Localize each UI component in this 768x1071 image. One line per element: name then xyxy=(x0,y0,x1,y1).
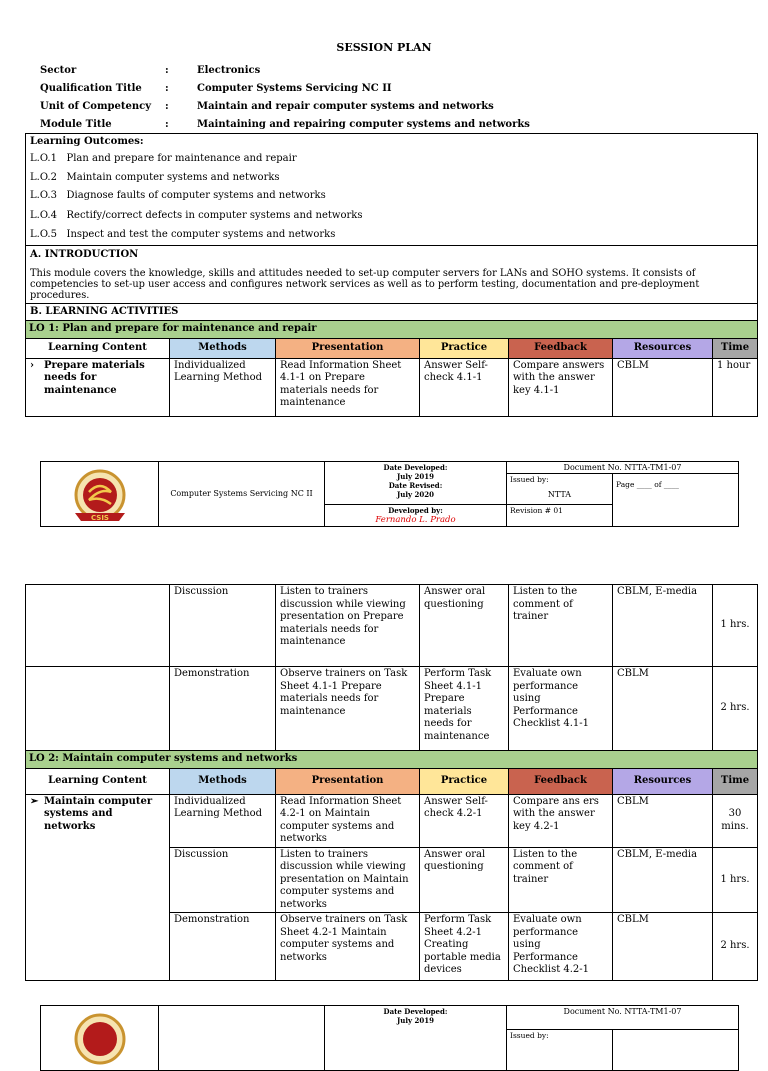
col-practice: Practice xyxy=(420,768,509,794)
presentation-cell: Listen to trainers discussion while viewing presentation on Prepare materials needs for maintenance xyxy=(276,585,420,667)
footer-page: Page ____ of ____ xyxy=(613,474,739,527)
learning-content-text: Maintain computer systems and networks xyxy=(44,795,153,832)
method-cell: Discussion xyxy=(170,847,276,913)
resources-cell: CBLM xyxy=(613,667,713,751)
date-revised-value: July 2020 xyxy=(396,490,435,499)
col-methods: Methods xyxy=(170,338,276,358)
page-footer xyxy=(40,461,739,527)
feedback-cell: Evaluate own performance using Performance Checklist 4.2-1 xyxy=(509,913,613,981)
feedback-cell: Evaluate own performance using Performance Checklist 4.1-1 xyxy=(509,667,613,751)
meta-value: Maintain and repair computer systems and networks xyxy=(197,101,494,112)
learning-content-cell xyxy=(26,794,170,981)
session-table-page-1 xyxy=(25,133,758,417)
method-cell: Discussion xyxy=(170,585,276,667)
resources-cell: CBLM xyxy=(613,913,713,981)
meta-value: Electronics xyxy=(197,65,261,76)
developed-by-label: Developed by: xyxy=(388,506,443,515)
col-feedback: Feedback xyxy=(509,338,613,358)
col-practice: Practice xyxy=(420,338,509,358)
issued-by-label: Issued by: xyxy=(510,475,549,484)
outcome-item: L.O.4 Rectify/correct defects in computer systems and networks xyxy=(30,209,363,221)
footer-qualification-empty xyxy=(159,1006,325,1071)
meta-value: Maintaining and repairing computer systems and networks xyxy=(197,119,530,130)
date-developed-value: July 2019 xyxy=(396,472,435,481)
col-presentation: Presentation xyxy=(276,768,420,794)
time-cell: 30 mins. xyxy=(713,794,758,847)
page-footer-2 xyxy=(40,1005,739,1071)
footer-issued xyxy=(507,474,613,505)
resources-cell: CBLM xyxy=(613,358,713,416)
introduction-heading: A. INTRODUCTION xyxy=(30,249,139,260)
outcome-item: L.O.3 Diagnose faults of computer systems and networks xyxy=(30,190,326,201)
practice-cell: Answer Self-check 4.2-1 xyxy=(420,794,509,847)
time-cell: 1 hrs. xyxy=(713,847,758,913)
footer-developer xyxy=(325,505,507,527)
school-seal-icon xyxy=(69,466,131,526)
method-cell: Individualized Learning Method xyxy=(170,794,276,847)
footer-logo-cell xyxy=(41,1006,159,1071)
footer-logo-cell xyxy=(41,462,159,527)
outcome-item: L.O.2 Maintain computer systems and networks xyxy=(30,171,280,183)
resources-cell: CBLM, E-media xyxy=(613,847,713,913)
method-cell: Demonstration xyxy=(170,667,276,751)
time-cell: 2 hrs. xyxy=(713,913,758,981)
col-presentation: Presentation xyxy=(276,338,420,358)
page-footer-2-clip xyxy=(0,1005,768,1041)
meta-label: Sector xyxy=(40,65,77,76)
feedback-cell: Listen to the comment of trainer xyxy=(509,585,613,667)
learning-outcomes-cell xyxy=(26,134,758,246)
feedback-cell: Listen to the comment of trainer xyxy=(509,847,613,913)
col-time: Time xyxy=(713,768,758,794)
date-developed-label: Date Developed: xyxy=(383,1007,448,1016)
presentation-cell: Observe trainers on Task Sheet 4.2-1 Maintain computer systems and networks xyxy=(276,913,420,981)
presentation-cell: Read Information Sheet 4.2-1 on Maintain computer systems and networks xyxy=(276,794,420,847)
footer-dates xyxy=(325,462,507,505)
meta-colon: : xyxy=(165,83,169,94)
bullet-arrow-icon: ➢ xyxy=(30,795,39,807)
meta-colon: : xyxy=(165,65,169,76)
meta-block xyxy=(40,62,740,134)
session-table-page-2 xyxy=(25,584,758,981)
outcome-item: L.O.5 Inspect and test the computer systems and networks xyxy=(30,229,336,240)
footer-qualification: Computer Systems Servicing NC II xyxy=(159,462,325,527)
meta-row-sector xyxy=(40,62,740,80)
meta-label: Qualification Title xyxy=(40,83,142,94)
footer-issued: Issued by: xyxy=(507,1030,613,1071)
col-resources: Resources xyxy=(613,768,713,794)
meta-value: Computer Systems Servicing NC II xyxy=(197,83,392,94)
meta-label: Unit of Competency xyxy=(40,101,152,112)
practice-cell: Answer oral questioning xyxy=(420,585,509,667)
date-developed-label: Date Developed: xyxy=(383,463,448,472)
footer-dates xyxy=(325,1006,507,1071)
learning-content-text: Prepare materials needs for maintenance xyxy=(44,359,145,396)
meta-row-qualification xyxy=(40,80,740,98)
resources-cell: CBLM xyxy=(613,794,713,847)
outcome-item: L.O.1 Plan and prepare for maintenance and repair xyxy=(30,153,297,164)
footer-document-no: Document No. NTTA-TM1-07 xyxy=(507,1006,739,1030)
presentation-cell: Listen to trainers discussion while viewing presentation on Maintain computer systems and networks xyxy=(276,847,420,913)
page-title: SESSION PLAN xyxy=(336,41,432,54)
learning-content-cell xyxy=(26,667,170,751)
col-learning-content: Learning Content xyxy=(26,768,170,794)
school-seal-icon xyxy=(69,1010,131,1070)
col-learning-content: Learning Content xyxy=(26,338,170,358)
meta-row-unit xyxy=(40,98,740,116)
footer-document-no: Document No. NTTA-TM1-07 xyxy=(507,462,739,474)
method-cell: Demonstration xyxy=(170,913,276,981)
learning-content-item xyxy=(30,796,165,834)
time-cell: 1 hour xyxy=(713,358,758,416)
footer-revision: Revision # 01 xyxy=(507,505,613,527)
meta-label: Module Title xyxy=(40,119,112,130)
practice-cell: Answer Self-check 4.1-1 xyxy=(420,358,509,416)
time-cell: 1 hrs. xyxy=(713,585,758,667)
practice-cell: Perform Task Sheet 4.2-1 Creating portable media devices xyxy=(420,913,509,981)
time-cell: 2 hrs. xyxy=(713,667,758,751)
footer-page-empty xyxy=(613,1030,739,1071)
practice-cell: Perform Task Sheet 4.1-1 Prepare materials needs for maintenance xyxy=(420,667,509,751)
bullet-arrow-icon: › xyxy=(30,359,34,371)
col-time: Time xyxy=(713,338,758,358)
learning-content-cell xyxy=(26,585,170,667)
learning-content-item xyxy=(30,360,165,398)
col-feedback: Feedback xyxy=(509,768,613,794)
feedback-cell: Compare ans ers with the answer key 4.2-1 xyxy=(509,794,613,847)
meta-colon: : xyxy=(165,101,169,112)
date-developed-value: July 2019 xyxy=(396,1016,435,1025)
lo1-heading: LO 1: Plan and prepare for maintenance and repair xyxy=(26,321,758,339)
introduction-text: This module covers the knowledge, skills and attitudes needed to set-up computer servers for LANs and SOHO systems. It consists of competencies to set-up user access and configures network services as well as to perform testing, documentation and pre-deployment procedures. xyxy=(30,267,700,301)
lo2-heading: LO 2: Maintain computer systems and networks xyxy=(26,751,758,769)
col-resources: Resources xyxy=(613,338,713,358)
col-methods: Methods xyxy=(170,768,276,794)
issuer: NTTA xyxy=(547,490,572,499)
date-revised-label: Date Revised: xyxy=(388,481,443,490)
presentation-cell: Observe trainers on Task Sheet 4.1-1 Prepare materials needs for maintenance xyxy=(276,667,420,751)
feedback-cell: Compare answers with the answer key 4.1-1 xyxy=(509,358,613,416)
introduction-cell xyxy=(26,246,758,304)
learning-outcomes-heading: Learning Outcomes: xyxy=(30,136,144,147)
meta-row-module xyxy=(40,116,740,134)
learning-content-cell xyxy=(26,358,170,416)
presentation-cell: Read Information Sheet 4.1-1 on Prepare materials needs for maintenance xyxy=(276,358,420,416)
meta-colon: : xyxy=(165,119,169,130)
practice-cell: Answer oral questioning xyxy=(420,847,509,913)
learning-activities-heading: B. LEARNING ACTIVITIES xyxy=(26,303,758,321)
seal-text: CSIS xyxy=(90,514,109,522)
resources-cell: CBLM, E-media xyxy=(613,585,713,667)
developer-name: Fernando L. Prado xyxy=(375,515,456,525)
method-cell: Individualized Learning Method xyxy=(170,358,276,416)
